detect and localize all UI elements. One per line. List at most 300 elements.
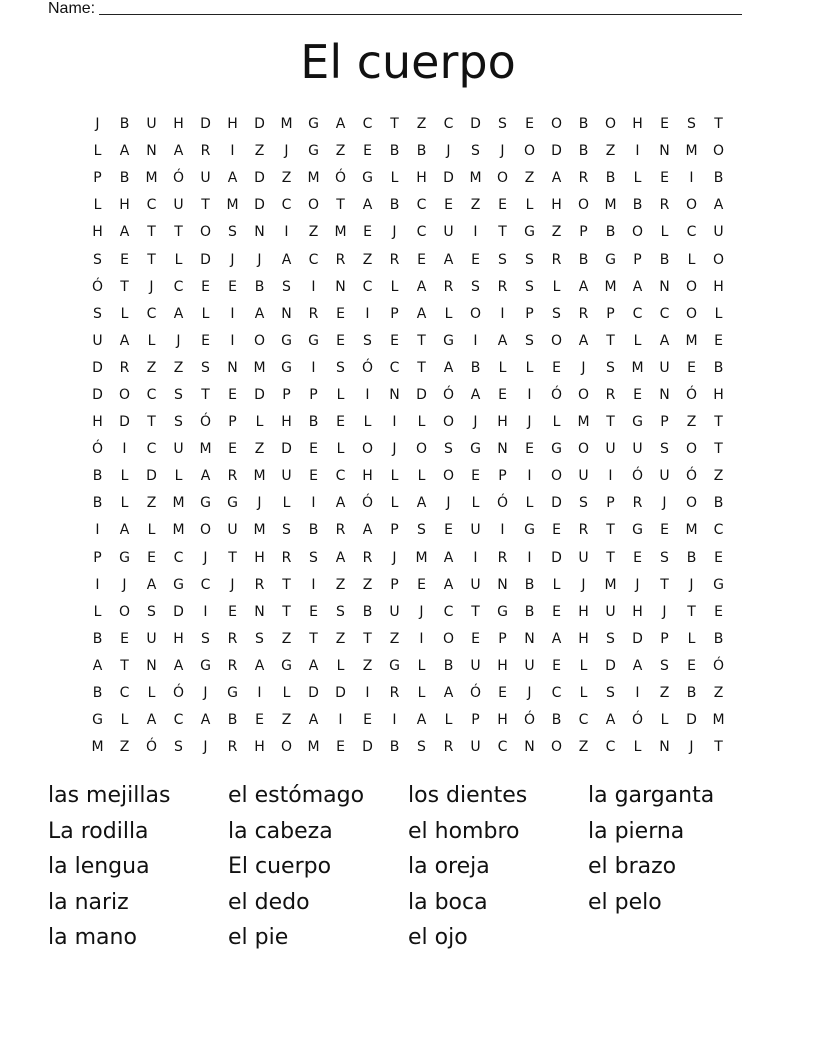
grid-letter: E	[471, 630, 480, 647]
grid-letter: T	[147, 251, 156, 268]
grid-letter: B	[92, 495, 103, 512]
grid-letter: U	[470, 657, 481, 674]
grid-letter: Z	[281, 170, 292, 187]
grid-letter: L	[714, 305, 723, 322]
grid-letter: R	[389, 251, 400, 268]
grid-letter: Z	[281, 712, 292, 729]
grid-letter: G	[362, 170, 373, 187]
grid-letter: L	[579, 657, 588, 674]
grid-letter: E	[525, 441, 534, 458]
grid-letter: R	[227, 630, 238, 647]
grid-letter: Z	[362, 657, 373, 674]
grid-letter: R	[227, 657, 238, 674]
grid-letter: P	[471, 712, 480, 729]
grid-letter: C	[146, 197, 157, 214]
grid-letter: N	[524, 630, 535, 647]
grid-letter: R	[659, 197, 670, 214]
grid-letter: E	[498, 685, 507, 702]
grid-letter: N	[497, 441, 508, 458]
grid-letter: L	[498, 359, 507, 376]
grid-letter: D	[281, 441, 292, 458]
grid-letter: N	[659, 739, 670, 756]
grid-row	[84, 192, 732, 219]
grid-letter: A	[362, 197, 373, 214]
grid-letter: O	[685, 441, 698, 458]
grid-letter: L	[660, 712, 669, 729]
grid-letter: S	[201, 359, 210, 376]
grid-letter: C	[173, 278, 184, 295]
grid-letter: T	[606, 522, 615, 539]
grid-letter: R	[335, 251, 346, 268]
grid-row	[84, 165, 732, 192]
grid-letter: L	[147, 685, 156, 702]
grid-letter: O	[577, 197, 590, 214]
grid-letter: E	[660, 116, 669, 133]
grid-letter: R	[227, 468, 238, 485]
grid-letter: L	[336, 386, 345, 403]
grid-letter: I	[473, 549, 478, 566]
grid-letter: S	[282, 522, 291, 539]
grid-letter: E	[255, 712, 264, 729]
grid-letter: A	[362, 522, 373, 539]
grid-letter: O	[577, 386, 590, 403]
grid-letter: D	[119, 414, 130, 431]
grid-letter: B	[551, 712, 562, 729]
grid-letter: H	[416, 170, 427, 187]
grid-letter: I	[230, 332, 235, 349]
grid-letter: A	[335, 495, 346, 512]
grid-letter: E	[201, 332, 210, 349]
grid-letter: E	[633, 386, 642, 403]
grid-letter: E	[552, 657, 561, 674]
grid-row	[84, 328, 732, 355]
grid-letter: E	[363, 712, 372, 729]
grid-letter: U	[524, 657, 535, 674]
grid-letter: Ó	[145, 739, 158, 756]
grid-letter: Z	[416, 116, 427, 133]
grid-letter: E	[336, 739, 345, 756]
word-bank-item: el ojo	[408, 925, 468, 950]
grid-letter: T	[201, 386, 210, 403]
grid-letter: E	[714, 603, 723, 620]
grid-letter: B	[389, 739, 400, 756]
grid-letter: T	[714, 414, 723, 431]
grid-letter: M	[172, 522, 185, 539]
grid-letter: U	[146, 116, 157, 133]
grid-letter: Z	[335, 630, 346, 647]
name-label: Name:	[48, 0, 96, 17]
grid-letter: U	[281, 468, 292, 485]
grid-letter: O	[442, 468, 455, 485]
word-bank-item: la nariz	[48, 889, 129, 915]
grid-letter: P	[579, 224, 588, 241]
grid-letter: A	[443, 576, 454, 593]
grid-letter: M	[199, 441, 212, 458]
grid-letter: T	[606, 332, 615, 349]
grid-letter: A	[119, 332, 130, 349]
grid-letter: B	[686, 549, 697, 566]
grid-letter: N	[659, 386, 670, 403]
grid-letter: L	[120, 305, 129, 322]
grid-letter: C	[200, 576, 211, 593]
grid-letter: G	[227, 495, 238, 512]
grid-letter: C	[416, 224, 427, 241]
grid-letter: L	[282, 685, 291, 702]
grid-letter: L	[552, 414, 561, 431]
grid-letter: A	[632, 657, 643, 674]
grid-letter: I	[311, 359, 316, 376]
grid-letter: M	[685, 332, 698, 349]
grid-letter: E	[228, 386, 237, 403]
grid-letter: Z	[578, 739, 589, 756]
grid-letter: I	[392, 712, 397, 729]
word-bank-item: El cuerpo	[228, 854, 332, 879]
word-bank-item: el dedo	[228, 889, 310, 915]
grid-letter: A	[146, 576, 157, 593]
grid-row	[84, 680, 732, 707]
grid-letter: H	[362, 468, 373, 485]
grid-letter: G	[281, 359, 292, 376]
grid-letter: B	[254, 278, 265, 295]
grid-letter: D	[146, 468, 157, 485]
grid-letter: C	[119, 685, 130, 702]
grid-letter: I	[635, 685, 640, 702]
grid-letter: P	[606, 495, 615, 512]
grid-letter: T	[336, 197, 345, 214]
grid-letter: E	[687, 359, 696, 376]
grid-letter: T	[498, 224, 507, 241]
grid-letter: E	[120, 251, 129, 268]
grid-letter: I	[122, 441, 127, 458]
grid-letter: C	[443, 116, 454, 133]
grid-letter: J	[500, 143, 505, 160]
grid-letter: P	[228, 414, 237, 431]
grid-letter: N	[524, 739, 535, 756]
grid-letter: J	[689, 576, 694, 593]
grid-row	[84, 517, 732, 544]
grid-letter: M	[253, 522, 266, 539]
word-bank-item: las mejillas	[48, 783, 171, 808]
grid-letter: B	[605, 224, 616, 241]
grid-letter: H	[254, 549, 265, 566]
grid-letter: E	[660, 170, 669, 187]
grid-letter: R	[551, 251, 562, 268]
grid-letter: A	[443, 549, 454, 566]
word-bank-item: la pierna	[588, 818, 685, 844]
grid-letter: T	[120, 278, 129, 295]
grid-letter: Z	[119, 739, 130, 756]
grid-letter: S	[228, 224, 237, 241]
grid-letter: M	[712, 712, 725, 729]
grid-letter: S	[147, 603, 156, 620]
grid-letter: O	[469, 305, 482, 322]
grid-letter: Ó	[712, 657, 725, 674]
grid-letter: B	[416, 143, 427, 160]
grid-letter: L	[201, 305, 210, 322]
grid-letter: T	[606, 549, 615, 566]
grid-letter: E	[660, 522, 669, 539]
grid-row	[84, 545, 732, 572]
grid-letter: H	[173, 116, 184, 133]
grid-letter: L	[552, 576, 561, 593]
grid-letter: M	[253, 359, 266, 376]
grid-letter: S	[606, 685, 615, 702]
grid-letter: J	[689, 739, 694, 756]
grid-letter: E	[714, 549, 723, 566]
grid-letter: A	[551, 630, 562, 647]
grid-letter: T	[282, 576, 291, 593]
grid-row	[84, 301, 732, 328]
grid-letter: E	[147, 549, 156, 566]
grid-letter: Z	[389, 630, 400, 647]
grid-letter: H	[119, 197, 130, 214]
grid-letter: C	[443, 603, 454, 620]
grid-letter: S	[93, 305, 102, 322]
grid-letter: T	[120, 657, 129, 674]
grid-letter: J	[581, 359, 586, 376]
grid-letter: B	[659, 251, 670, 268]
grid-letter: E	[309, 468, 318, 485]
grid-letter: Z	[146, 359, 157, 376]
grid-letter: B	[632, 197, 643, 214]
grid-letter: H	[497, 712, 508, 729]
grid-letter: A	[173, 305, 184, 322]
grid-letter: C	[335, 468, 346, 485]
grid-letter: Z	[335, 143, 346, 160]
grid-letter: B	[362, 603, 373, 620]
grid-letter: I	[635, 143, 640, 160]
grid-letter: O	[280, 739, 293, 756]
grid-letter: G	[713, 576, 724, 593]
grid-letter: A	[416, 305, 427, 322]
grid-letter: L	[255, 414, 264, 431]
grid-letter: I	[527, 549, 532, 566]
grid-row	[84, 572, 732, 599]
grid-letter: M	[604, 576, 617, 593]
grid-letter: S	[93, 251, 102, 268]
grid-letter: L	[363, 414, 372, 431]
word-bank-item: la lengua	[48, 854, 150, 879]
grid-letter: C	[497, 739, 508, 756]
grid-letter: R	[443, 278, 454, 295]
grid-letter: S	[660, 441, 669, 458]
grid-letter: P	[390, 576, 399, 593]
grid-letter: J	[257, 251, 262, 268]
grid-letter: A	[308, 712, 319, 729]
grid-letter: O	[685, 305, 698, 322]
grid-letter: L	[147, 522, 156, 539]
grid-letter: R	[308, 305, 319, 322]
grid-letter: G	[632, 522, 643, 539]
grid-letter: E	[336, 414, 345, 431]
grid-letter: G	[200, 495, 211, 512]
grid-letter: L	[687, 630, 696, 647]
grid-letter: A	[497, 332, 508, 349]
grid-letter: M	[145, 170, 158, 187]
grid-row	[84, 653, 732, 680]
grid-letter: P	[498, 468, 507, 485]
grid-letter: T	[174, 224, 183, 241]
grid-row	[84, 707, 732, 734]
grid-letter: B	[470, 359, 481, 376]
grid-letter: H	[254, 739, 265, 756]
grid-letter: G	[200, 657, 211, 674]
grid-letter: Z	[362, 251, 373, 268]
grid-letter: C	[281, 197, 292, 214]
grid-letter: H	[92, 224, 103, 241]
grid-letter: O	[496, 170, 509, 187]
grid-letter: L	[417, 685, 426, 702]
grid-letter: I	[365, 305, 370, 322]
grid-letter: A	[281, 251, 292, 268]
grid-letter: E	[228, 441, 237, 458]
grid-letter: H	[551, 197, 562, 214]
grid-letter: E	[552, 522, 561, 539]
grid-letter: J	[473, 414, 478, 431]
grid-letter: G	[470, 441, 481, 458]
grid-letter: O	[685, 495, 698, 512]
grid-letter: S	[363, 332, 372, 349]
grid-letter: R	[578, 170, 589, 187]
grid-letter: E	[336, 305, 345, 322]
grid-letter: S	[660, 657, 669, 674]
grid-letter: O	[199, 224, 212, 241]
word-bank-item: la garganta	[588, 783, 715, 808]
grid-letter: I	[500, 305, 505, 322]
grid-letter: Z	[308, 224, 319, 241]
grid-letter: J	[257, 495, 262, 512]
grid-letter: J	[392, 224, 397, 241]
grid-letter: O	[523, 143, 536, 160]
grid-letter: I	[95, 576, 100, 593]
grid-letter: L	[390, 495, 399, 512]
grid-letter: M	[91, 739, 104, 756]
grid-letter: C	[308, 251, 319, 268]
grid-letter: E	[336, 332, 345, 349]
grid-letter: G	[173, 576, 184, 593]
word-bank-item: la boca	[408, 889, 488, 915]
grid-letter: C	[389, 359, 400, 376]
grid-letter: M	[280, 116, 293, 133]
word-bank-item: la cabeza	[228, 818, 333, 844]
grid-letter: G	[632, 414, 643, 431]
grid-letter: H	[92, 414, 103, 431]
grid-letter: S	[417, 739, 426, 756]
grid-letter: T	[660, 576, 669, 593]
grid-letter: E	[633, 549, 642, 566]
grid-letter: P	[93, 549, 102, 566]
grid-letter: T	[201, 197, 210, 214]
grid-row	[84, 436, 732, 463]
grid-letter: J	[149, 278, 154, 295]
grid-letter: C	[362, 116, 373, 133]
grid-letter: U	[227, 522, 238, 539]
grid-letter: D	[605, 657, 616, 674]
grid-letter: B	[524, 603, 535, 620]
grid-letter: B	[713, 630, 724, 647]
grid-letter: U	[470, 739, 481, 756]
grid-letter: A	[578, 332, 589, 349]
grid-letter: L	[660, 224, 669, 241]
grid-letter: P	[660, 414, 669, 431]
grid-letter: P	[525, 305, 534, 322]
grid-letter: G	[389, 657, 400, 674]
grid-letter: L	[417, 468, 426, 485]
grid-letter: I	[230, 143, 235, 160]
grid-letter: A	[119, 522, 130, 539]
grid-letter: I	[608, 468, 613, 485]
word-bank-item: el hombro	[408, 818, 520, 844]
grid-letter: Z	[713, 685, 724, 702]
grid-letter: S	[660, 549, 669, 566]
grid-letter: G	[308, 116, 319, 133]
grid-letter: I	[257, 685, 262, 702]
grid-letter: U	[173, 441, 184, 458]
grid-letter: G	[281, 332, 292, 349]
grid-letter: Z	[254, 143, 265, 160]
grid-letter: S	[201, 630, 210, 647]
grid-letter: Ó	[361, 495, 374, 512]
grid-letter: H	[281, 414, 292, 431]
grid-letter: L	[120, 468, 129, 485]
grid-letter: U	[659, 359, 670, 376]
grid-letter: T	[363, 630, 372, 647]
grid-letter: E	[417, 251, 426, 268]
grid-letter: G	[227, 685, 238, 702]
grid-letter: N	[254, 603, 265, 620]
grid-letter: H	[632, 603, 643, 620]
grid-letter: D	[200, 251, 211, 268]
grid-letter: S	[579, 495, 588, 512]
grid-letter: I	[419, 630, 424, 647]
grid-letter: S	[498, 116, 507, 133]
grid-letter: A	[308, 657, 319, 674]
word-bank-item: los dientes	[408, 783, 528, 808]
grid-letter: R	[497, 278, 508, 295]
grid-letter: C	[416, 197, 427, 214]
word-bank-item: la oreja	[408, 854, 490, 879]
grid-letter: U	[470, 522, 481, 539]
grid-letter: H	[713, 278, 724, 295]
grid-letter: E	[444, 197, 453, 214]
grid-row	[84, 409, 732, 436]
grid-letter: R	[497, 549, 508, 566]
grid-letter: A	[173, 657, 184, 674]
grid-letter: I	[473, 224, 478, 241]
grid-letter: A	[173, 143, 184, 160]
grid-letter: B	[389, 197, 400, 214]
grid-letter: L	[336, 657, 345, 674]
grid-letter: L	[93, 143, 102, 160]
grid-letter: J	[446, 143, 451, 160]
word-bank	[48, 780, 788, 958]
grid-letter: T	[417, 332, 426, 349]
grid-letter: A	[659, 332, 670, 349]
grid-letter: J	[662, 495, 667, 512]
grid-letter: Z	[362, 576, 373, 593]
grid-letter: B	[578, 143, 589, 160]
grid-letter: A	[335, 116, 346, 133]
grid-letter: H	[173, 630, 184, 647]
grid-row	[84, 219, 732, 246]
grid-letter: D	[308, 685, 319, 702]
grid-letter: O	[442, 630, 455, 647]
grid-letter: E	[417, 576, 426, 593]
grid-letter: J	[419, 603, 424, 620]
grid-letter: L	[174, 251, 183, 268]
grid-letter: L	[282, 495, 291, 512]
grid-letter: O	[604, 116, 617, 133]
